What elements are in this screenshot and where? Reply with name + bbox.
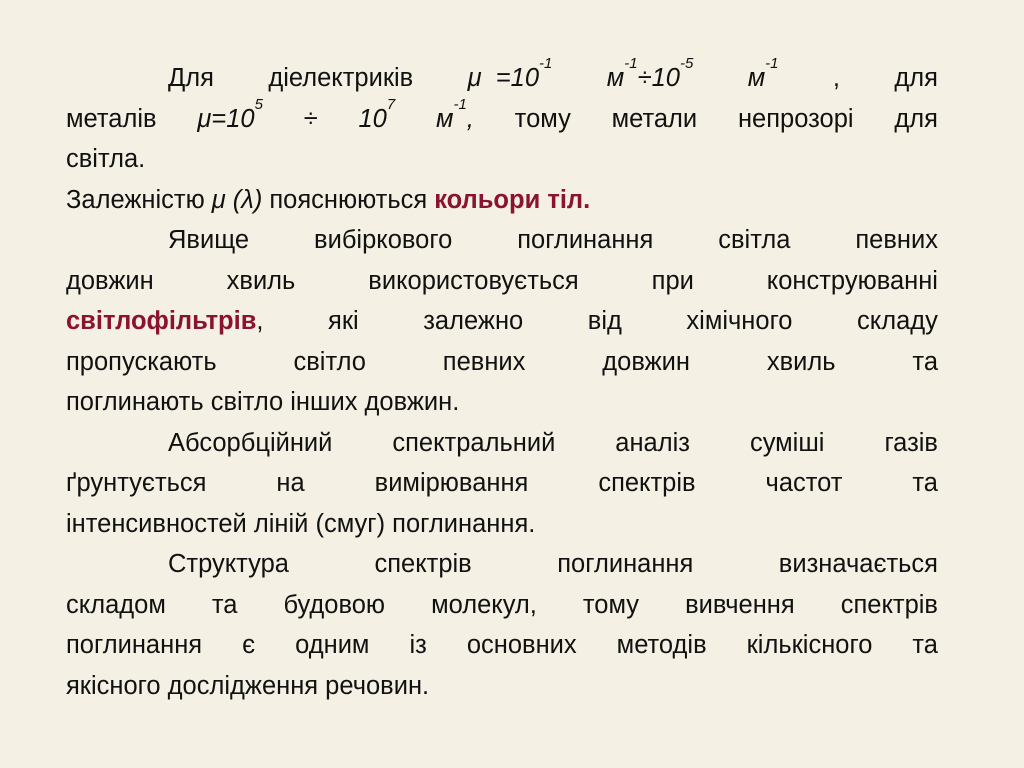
word: та [211,590,238,619]
word: поглинання [557,550,694,578]
p5-line-2 [66,585,938,626]
word: методів [616,631,707,659]
text: інтенсивностей ліній (смуг) поглинання. [66,509,536,538]
formula: $м^{-1}$ [747,55,779,92]
p4-line-2 [66,463,938,504]
word: газів [884,428,938,457]
word: будовою [283,590,386,619]
word: вивчення [685,590,795,619]
word: використовується [368,266,579,295]
word: для [894,104,938,133]
word: та [912,469,938,497]
slide-text [66,55,938,706]
p3-line-2 [66,261,938,302]
p3-line-3 [66,301,938,342]
word: хвиль [226,266,296,295]
word: спектрів [598,469,696,497]
word: є [242,631,256,659]
word: довжин [602,347,690,376]
word: від [587,307,622,335]
p1-line-2 [66,95,938,140]
word: Явище [168,226,250,254]
word: пропускають [66,347,217,376]
p2-line-1 [66,180,938,221]
word: метали [611,104,698,133]
word: складом [66,590,166,619]
word: світла [718,226,791,254]
text: якісного дослідження речовин. [66,671,430,700]
text: світла. [66,145,146,173]
word: Структура [168,550,289,578]
word: хімічного [686,307,793,335]
p5-line-1 [66,544,938,585]
word: ÷ [303,104,318,133]
highlight-term: світлофільтрів [66,307,257,335]
word: , [832,64,840,92]
word: спектрів [374,550,472,578]
word: складу [857,307,938,335]
word: певних [855,226,938,254]
p3-line-5 [66,382,938,423]
p4-line-1 [66,423,938,464]
word: непрозорі [737,104,854,133]
highlight-group: світлофільтрів, [66,307,264,335]
formula: $\mu =10^{-1}$ [467,55,553,92]
formula: $10^7$ [358,95,396,133]
word: спектрів [840,590,938,619]
word: та [912,347,938,376]
word: ґрунтується [66,469,207,497]
word: аналіз [615,428,690,457]
word: залежно [423,307,524,335]
word: довжин [66,266,154,295]
text: поглинають світло інших довжин. [66,388,460,416]
word: основних [466,631,577,659]
word: діелектриків [268,64,414,92]
word: частот [765,469,843,497]
text: пояснюються [269,185,428,214]
word: для [894,64,938,92]
text: Залежністю [66,185,205,214]
formula: $\mu=10^5$ [197,95,263,133]
p5-line-4 [66,666,938,707]
word: визначається [778,550,938,578]
word: суміші [749,428,825,457]
word: вибіркового [314,226,453,254]
word: Для [168,64,214,92]
word: металів [66,104,157,133]
p1-line-3 [66,139,938,180]
word: хвиль [766,347,836,376]
word: Абсорбційний [168,428,333,457]
word: тому [582,590,640,619]
p1-line-1 [66,55,938,99]
word: одним [295,631,370,659]
word: поглинання [66,631,203,659]
highlight-term: кольори тіл. [434,185,591,214]
word: вимірювання [374,469,529,497]
word: світло [293,347,366,376]
word: тому [514,104,571,133]
p3-line-4 [66,342,938,383]
word: молекул, [431,590,537,619]
p3-line-1 [66,220,938,261]
word: певних [442,347,526,376]
word: спектральний [392,428,556,457]
word: поглинання [517,226,654,254]
word: та [912,631,938,659]
formula: $м^{-1}\div 10^{-5}$ [606,55,694,92]
word: які [328,307,359,335]
formula: $м^{-1}$, [435,95,474,133]
word: на [276,469,305,497]
formula: μ (λ) [211,185,263,214]
word: із [409,631,427,659]
word: кількісного [746,631,873,659]
p5-line-3 [66,625,938,666]
p4-line-3 [66,504,938,545]
word: конструюванні [766,266,938,295]
word: при [651,266,694,295]
